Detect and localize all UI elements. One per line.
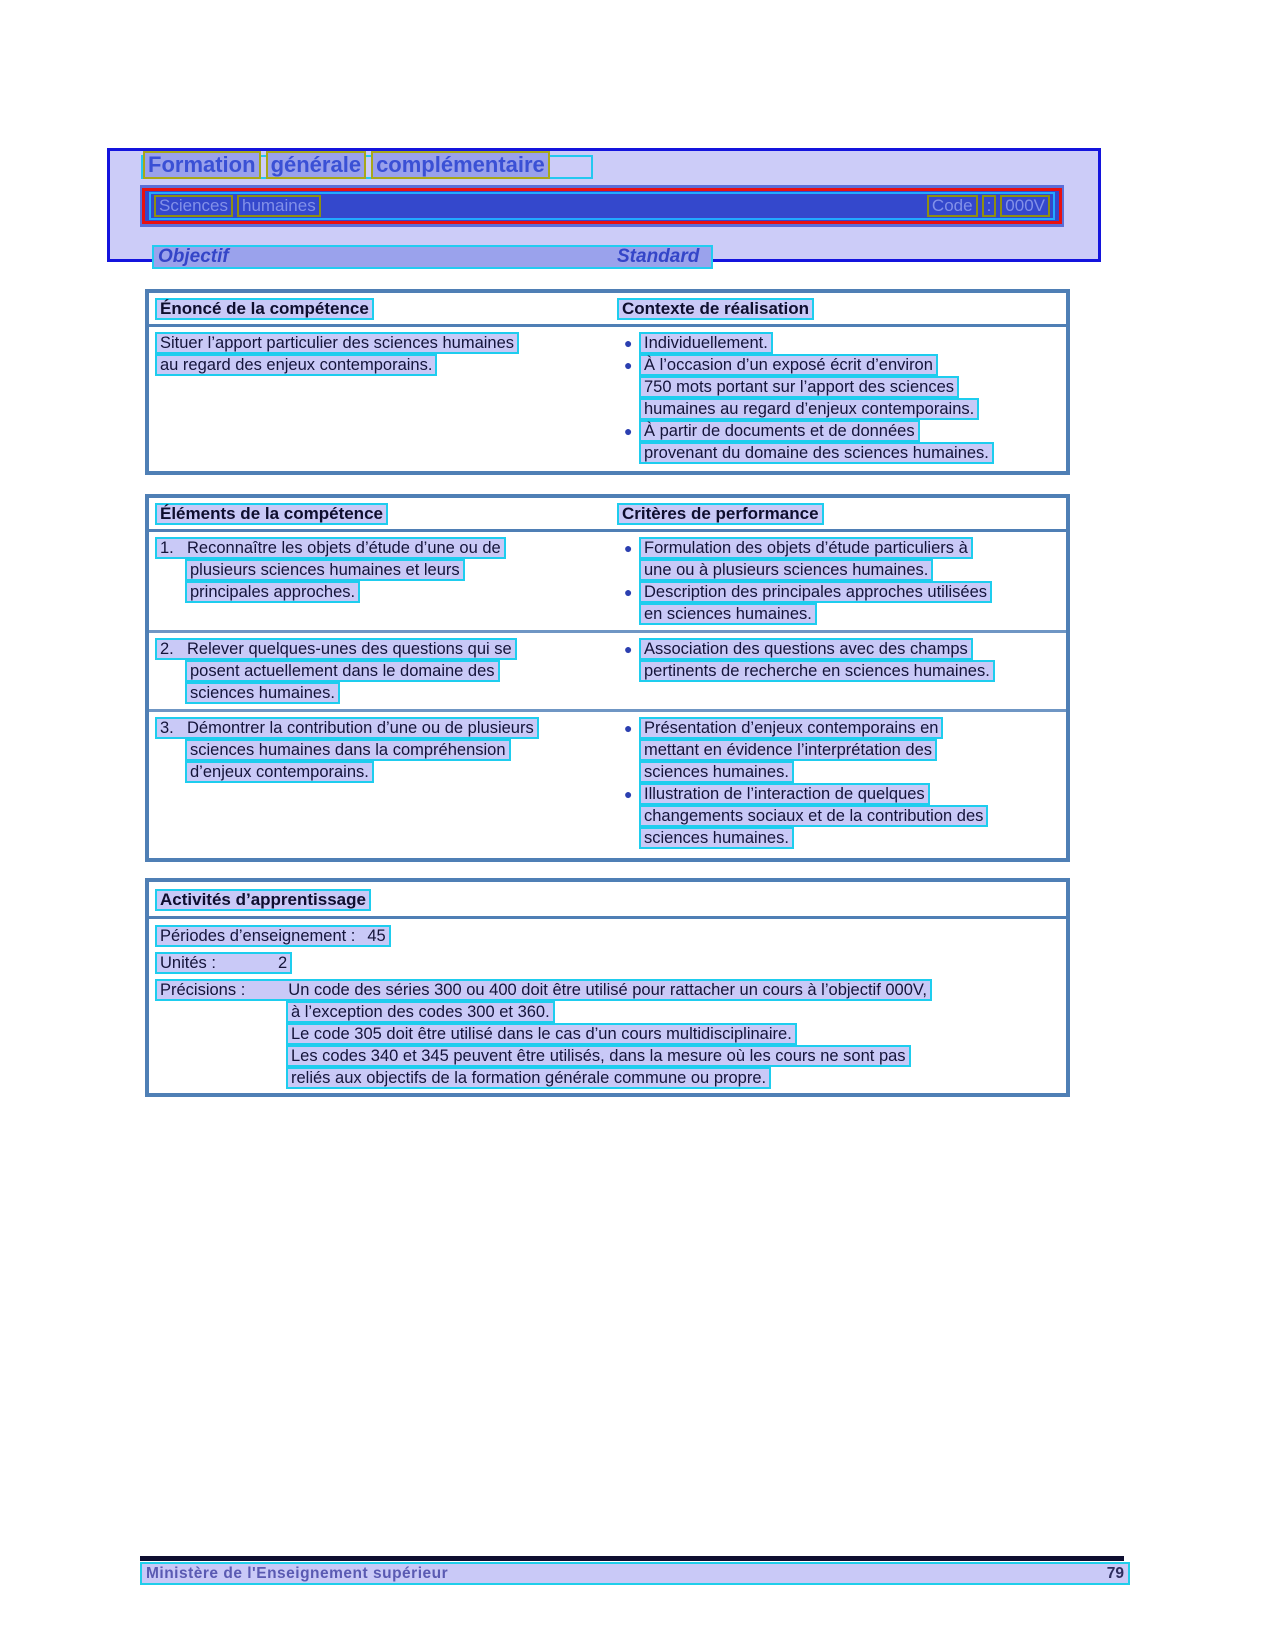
- text-line: pertinents de recherche en sciences humaines.: [639, 660, 995, 682]
- text-line: principales approches.: [185, 581, 360, 603]
- unites-row: [155, 952, 1066, 974]
- title-word: Formation: [143, 151, 261, 179]
- elements-table-header: [149, 498, 1066, 532]
- item-number: 1.: [160, 539, 174, 557]
- subject-word: Sciences: [154, 195, 233, 217]
- text-line: Formulation des objets d’étude particuliers à: [639, 537, 973, 559]
- list-item: [617, 783, 988, 849]
- item-number: 3.: [160, 719, 174, 737]
- activites-table-header: [149, 882, 1066, 919]
- text-line: [155, 925, 391, 947]
- text-line: en sciences humaines.: [639, 603, 817, 625]
- contexte-list: [617, 332, 1066, 464]
- activites-table: [145, 878, 1070, 1097]
- text-line: sciences humaines.: [639, 827, 794, 849]
- text-line: d’enjeux contemporains.: [185, 761, 374, 783]
- code-word: Code: [927, 195, 978, 217]
- list-item: [617, 638, 995, 682]
- list-item: [617, 537, 973, 581]
- title-word: complémentaire: [371, 151, 550, 179]
- objectif-label: Objectif: [158, 246, 229, 267]
- text-line: [155, 952, 292, 974]
- bullet-icon: ●: [624, 540, 633, 556]
- periodes-label: Périodes d’enseignement :: [160, 927, 356, 945]
- text-line: Les codes 340 et 345 peuvent être utilisés, dans la mesure où les cours ne sont pas: [286, 1045, 911, 1067]
- title-word: générale: [266, 151, 367, 179]
- subject-name: [154, 195, 321, 217]
- list-item: [617, 420, 994, 464]
- objectif-standard-row: [152, 245, 713, 269]
- bullet-icon: ●: [624, 335, 633, 351]
- column-header: Énoncé de la compétence: [155, 298, 374, 320]
- text-line: au regard des enjeux contemporains.: [155, 354, 437, 376]
- bullet-icon: ●: [624, 584, 633, 600]
- element-text: [155, 638, 617, 704]
- text-line: 2. Relever quelques-unes des questions qui se: [155, 638, 517, 660]
- list-item: [617, 581, 992, 625]
- bullet-icon: ●: [624, 720, 633, 736]
- text-line: Association des questions avec des champs: [639, 638, 973, 660]
- enonce-table: [145, 289, 1070, 475]
- page-number: 79: [1106, 1565, 1124, 1582]
- list-item: [617, 354, 979, 420]
- enonce-table-body: [149, 327, 1066, 469]
- bullet-icon: ●: [624, 357, 633, 373]
- subject-word: humaines: [237, 195, 321, 217]
- enonce-table-header: [149, 293, 1066, 327]
- title-words: [143, 151, 550, 179]
- text-line: Description des principales approches utilisées: [639, 581, 992, 603]
- text-line: sciences humaines dans la compréhension: [185, 739, 511, 761]
- criteres-list: [617, 537, 1066, 625]
- column-header: Éléments de la compétence: [155, 503, 388, 525]
- elements-table: [145, 494, 1070, 862]
- competence-text: [155, 332, 617, 464]
- code-word: :: [982, 195, 997, 217]
- footer: [140, 1562, 1130, 1585]
- text-line: humaines au regard d’enjeux contemporains.: [639, 398, 979, 420]
- footer-ministry: Ministère de l'Enseignement supérieur: [146, 1565, 449, 1582]
- list-item: [617, 332, 773, 354]
- text-line: à l’exception des codes 300 et 360.: [286, 1001, 555, 1023]
- periodes-value: 45: [367, 927, 386, 945]
- bullet-icon: ●: [624, 423, 633, 439]
- text-line: provenant du domaine des sciences humaines.: [639, 442, 994, 464]
- text-line: Illustration de l’interaction de quelques: [639, 783, 930, 805]
- text-line: 1. Reconnaître les objets d’étude d’une ou de: [155, 537, 506, 559]
- page-title: [143, 151, 550, 181]
- section-title: Activités d’apprentissage: [155, 889, 371, 911]
- periodes-row: [155, 925, 1066, 947]
- column-header: Critères de performance: [617, 503, 824, 525]
- text-line: sciences humaines.: [185, 682, 340, 704]
- precisions-block: [155, 979, 1066, 1089]
- bullet-icon: ●: [624, 641, 633, 657]
- subject-code: [927, 195, 1050, 217]
- ocr-line-box: [149, 192, 1055, 220]
- header-box: [107, 148, 1101, 267]
- standard-label: Standard: [617, 246, 700, 267]
- text-line: Le code 305 doit être utilisé dans le cas d’un cours multidisciplinaire.: [286, 1023, 797, 1045]
- unites-label: Unités :: [160, 954, 216, 972]
- text-line: reliés aux objectifs de la formation générale commune ou propre.: [286, 1067, 771, 1089]
- table-row: [149, 709, 1066, 854]
- text-line: posent actuellement dans le domaine des: [185, 660, 500, 682]
- text-line: une ou à plusieurs sciences humaines.: [639, 559, 933, 581]
- text-line: À partir de documents et de données: [639, 420, 920, 442]
- table-row: [149, 630, 1066, 709]
- text-line: À l’occasion d’un exposé écrit d’environ: [639, 354, 938, 376]
- text-line: Présentation d’enjeux contemporains en: [639, 717, 943, 739]
- unites-value: 2: [277, 954, 288, 972]
- text-line: changements sociaux et de la contribution des: [639, 805, 988, 827]
- table-row: [149, 532, 1066, 630]
- precisions-label: Précisions :: [160, 981, 246, 999]
- text-line: plusieurs sciences humaines et leurs: [185, 559, 465, 581]
- subject-bar-red-frame: [142, 188, 1062, 224]
- element-text: [155, 537, 617, 625]
- text-line: Précisions : Un code des séries 300 ou 400 doit être utilisé pour rattacher un cours à l’objectif 000V,: [155, 979, 932, 1001]
- list-item: [617, 717, 943, 783]
- bullet-icon: ●: [624, 786, 633, 802]
- subject-bar: [140, 185, 1064, 227]
- text-line: Situer l’apport particulier des sciences humaines: [155, 332, 519, 354]
- code-word: 000V: [1000, 195, 1050, 217]
- text-line: mettant en évidence l’interprétation des: [639, 739, 937, 761]
- element-text: [155, 717, 617, 849]
- text-line: Individuellement.: [639, 332, 773, 354]
- text-line: sciences humaines.: [639, 761, 794, 783]
- text-line: 750 mots portant sur l’apport des sciences: [639, 376, 959, 398]
- item-number: 2.: [160, 640, 174, 658]
- criteres-list: [617, 717, 1066, 849]
- criteres-list: [617, 638, 1066, 704]
- column-header: Contexte de réalisation: [617, 298, 814, 320]
- activites-table-body: [149, 919, 1066, 1089]
- footer-rule: [140, 1556, 1124, 1561]
- text-line: 3. Démontrer la contribution d’une ou de plusieurs: [155, 717, 539, 739]
